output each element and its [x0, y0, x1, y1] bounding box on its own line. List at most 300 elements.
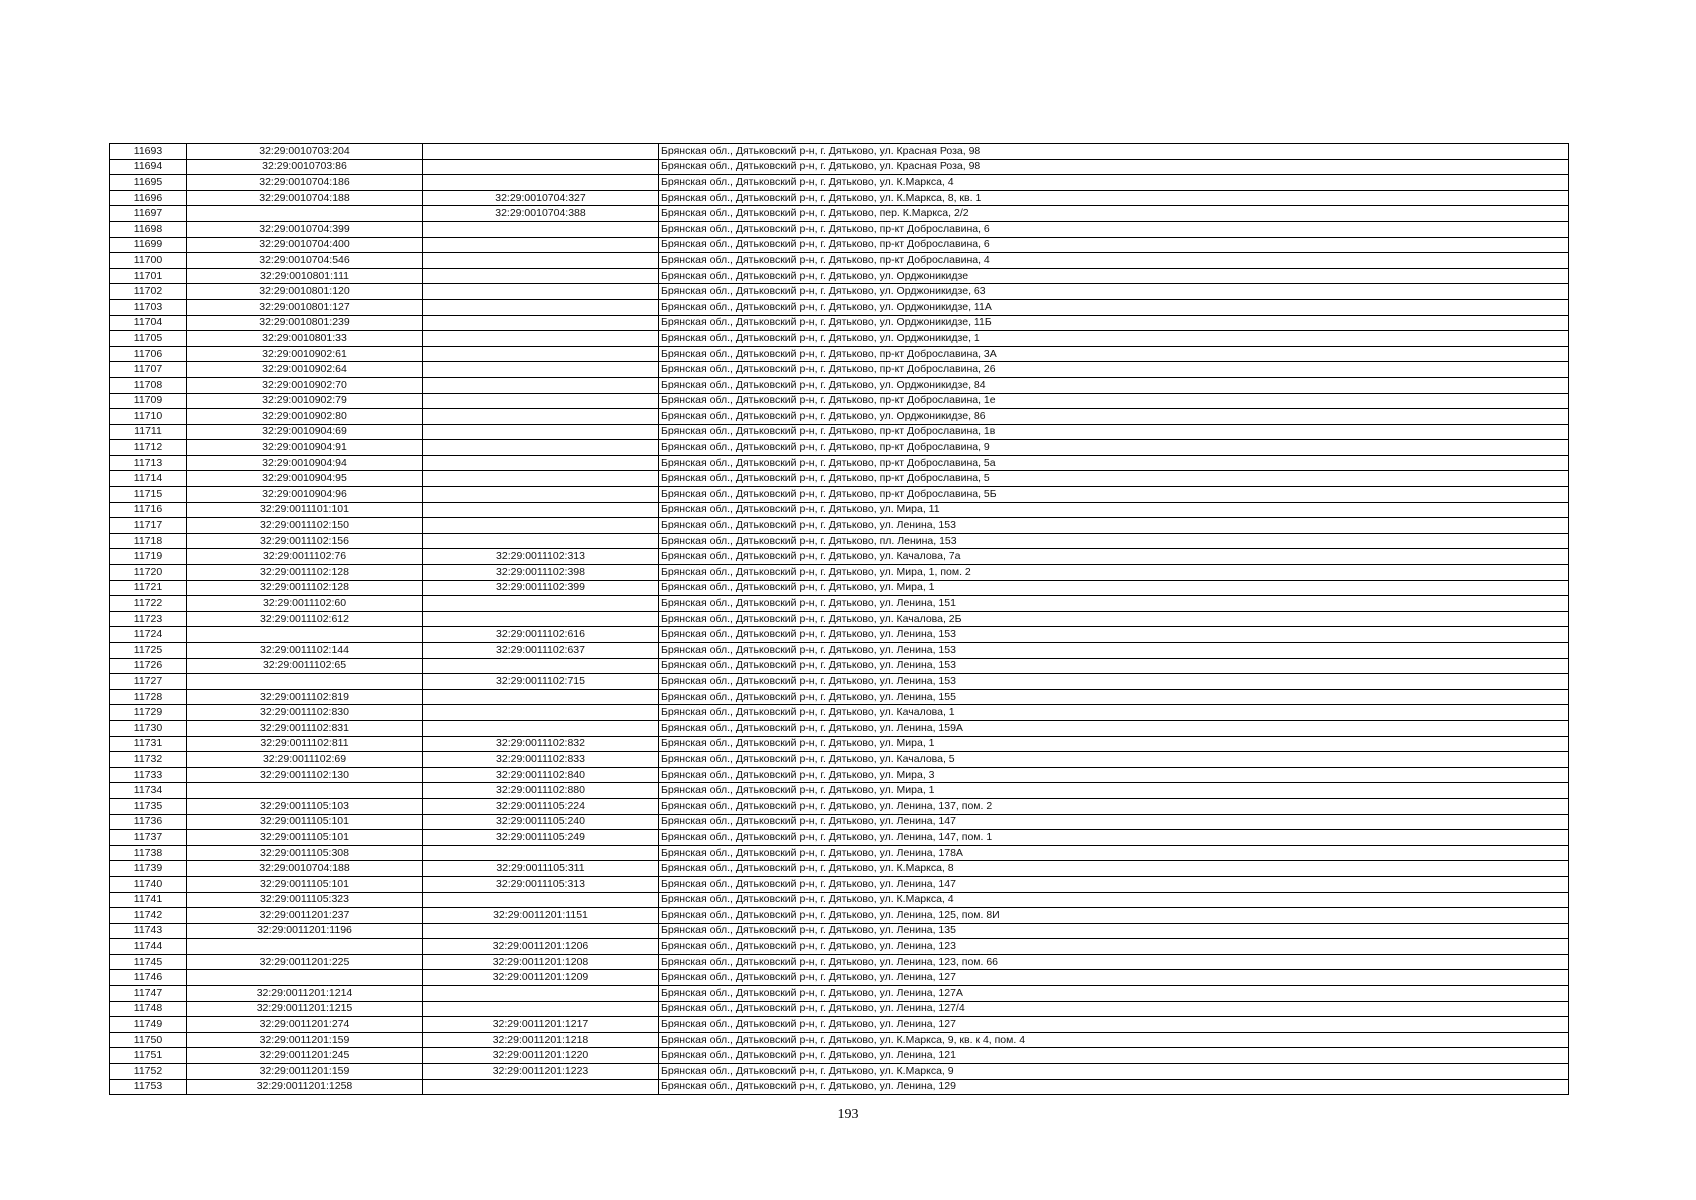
address-cell: Брянская обл., Дятьковский р-н, г. Дятьково, пр-кт Доброславина, 6	[659, 221, 1569, 237]
cadastral-number-cell: 32:29:0010704:186	[187, 175, 423, 191]
cadastral-number-cell: 32:29:0011105:323	[187, 892, 423, 908]
linked-cadastral-number-cell: 32:29:0011102:313	[423, 549, 659, 565]
address-cell: Брянская обл., Дятьковский р-н, г. Дятьково, ул. Мира, 1, пом. 2	[659, 565, 1569, 581]
table-row	[110, 237, 1569, 253]
cadastral-number-cell: 32:29:0011201:159	[187, 1064, 423, 1080]
row-number-cell: 11721	[110, 580, 187, 596]
row-number-cell: 11732	[110, 752, 187, 768]
table-row	[110, 580, 1569, 596]
table-row	[110, 518, 1569, 534]
table-row	[110, 705, 1569, 721]
cadastral-number-cell	[187, 939, 423, 955]
row-number-cell: 11729	[110, 705, 187, 721]
cadastral-number-cell: 32:29:0011201:274	[187, 1017, 423, 1033]
table-row	[110, 533, 1569, 549]
address-cell: Брянская обл., Дятьковский р-н, г. Дятьково, ул. Ленина, 125, пом. 8И	[659, 908, 1569, 924]
cadastral-number-cell: 32:29:0011102:128	[187, 565, 423, 581]
cadastral-number-cell: 32:29:0010902:79	[187, 393, 423, 409]
row-number-cell: 11741	[110, 892, 187, 908]
address-cell: Брянская обл., Дятьковский р-н, г. Дятьково, пр-кт Доброславина, 1е	[659, 393, 1569, 409]
row-number-cell: 11722	[110, 596, 187, 612]
linked-cadastral-number-cell	[423, 331, 659, 347]
row-number-cell: 11742	[110, 908, 187, 924]
address-cell: Брянская обл., Дятьковский р-н, г. Дятьково, ул. Ленина, 153	[659, 643, 1569, 659]
table-row	[110, 455, 1569, 471]
linked-cadastral-number-cell: 32:29:0011105:240	[423, 814, 659, 830]
address-cell: Брянская обл., Дятьковский р-н, г. Дятьково, ул. Качалова, 2Б	[659, 611, 1569, 627]
address-cell: Брянская обл., Дятьковский р-н, г. Дятьково, ул. Ленина, 127/4	[659, 1001, 1569, 1017]
linked-cadastral-number-cell	[423, 159, 659, 175]
linked-cadastral-number-cell	[423, 393, 659, 409]
address-cell: Брянская обл., Дятьковский р-н, г. Дятьково, пр-кт Доброславина, 5а	[659, 455, 1569, 471]
row-number-cell: 11709	[110, 393, 187, 409]
table-row	[110, 923, 1569, 939]
row-number-cell: 11749	[110, 1017, 187, 1033]
table-row	[110, 175, 1569, 191]
linked-cadastral-number-cell	[423, 221, 659, 237]
table-row	[110, 783, 1569, 799]
table-row	[110, 565, 1569, 581]
cadastral-number-cell	[187, 970, 423, 986]
linked-cadastral-number-cell: 32:29:0011201:1206	[423, 939, 659, 955]
linked-cadastral-number-cell	[423, 268, 659, 284]
cadastral-number-cell	[187, 627, 423, 643]
row-number-cell: 11724	[110, 627, 187, 643]
linked-cadastral-number-cell: 32:29:0011102:399	[423, 580, 659, 596]
linked-cadastral-number-cell: 32:29:0011201:1151	[423, 908, 659, 924]
cadastral-number-cell: 32:29:0011201:237	[187, 908, 423, 924]
table-row	[110, 409, 1569, 425]
row-number-cell: 11716	[110, 502, 187, 518]
cadastral-number-cell: 32:29:0011101:101	[187, 502, 423, 518]
row-number-cell: 11740	[110, 876, 187, 892]
table-row	[110, 159, 1569, 175]
row-number-cell: 11743	[110, 923, 187, 939]
cadastral-number-cell: 32:29:0011102:150	[187, 518, 423, 534]
cadastral-number-cell: 32:29:0010904:94	[187, 455, 423, 471]
table-row	[110, 830, 1569, 846]
cadastral-number-cell: 32:29:0010801:120	[187, 284, 423, 300]
row-number-cell: 11738	[110, 845, 187, 861]
row-number-cell: 11702	[110, 284, 187, 300]
row-number-cell: 11698	[110, 221, 187, 237]
cadastral-number-cell: 32:29:0011105:101	[187, 814, 423, 830]
table-row	[110, 798, 1569, 814]
linked-cadastral-number-cell	[423, 346, 659, 362]
linked-cadastral-number-cell: 32:29:0011201:1217	[423, 1017, 659, 1033]
row-number-cell: 11736	[110, 814, 187, 830]
linked-cadastral-number-cell: 32:29:0011102:840	[423, 767, 659, 783]
row-number-cell: 11705	[110, 331, 187, 347]
address-cell: Брянская обл., Дятьковский р-н, г. Дятьково, ул. Ленина, 121	[659, 1048, 1569, 1064]
cadastral-number-cell: 32:29:0011102:130	[187, 767, 423, 783]
address-cell: Брянская обл., Дятьковский р-н, г. Дятьково, пр-кт Доброславина, 1в	[659, 424, 1569, 440]
address-cell: Брянская обл., Дятьковский р-н, г. Дятьково, ул. Красная Роза, 98	[659, 159, 1569, 175]
address-cell: Брянская обл., Дятьковский р-н, г. Дятьково, ул. Ленина, 153	[659, 674, 1569, 690]
address-cell: Брянская обл., Дятьковский р-н, г. Дятьково, пр-кт Доброславина, 5	[659, 471, 1569, 487]
cadastral-number-cell: 32:29:0011102:69	[187, 752, 423, 768]
address-cell: Брянская обл., Дятьковский р-н, г. Дятьково, ул. Орджоникидзе, 11А	[659, 299, 1569, 315]
row-number-cell: 11730	[110, 720, 187, 736]
cadastral-number-cell: 32:29:0010902:61	[187, 346, 423, 362]
table-row	[110, 674, 1569, 690]
row-number-cell: 11711	[110, 424, 187, 440]
linked-cadastral-number-cell: 32:29:0011102:616	[423, 627, 659, 643]
address-cell: Брянская обл., Дятьковский р-н, г. Дятьково, ул. К.Маркса, 4	[659, 892, 1569, 908]
linked-cadastral-number-cell	[423, 455, 659, 471]
table-row	[110, 1017, 1569, 1033]
address-cell: Брянская обл., Дятьковский р-н, г. Дятьково, ул. К.Маркса, 8	[659, 861, 1569, 877]
table-row	[110, 331, 1569, 347]
address-cell: Брянская обл., Дятьковский р-н, г. Дятьково, ул. Ленина, 178А	[659, 845, 1569, 861]
address-cell: Брянская обл., Дятьковский р-н, г. Дятьково, ул. К.Маркса, 9, кв. к 4, пом. 4	[659, 1032, 1569, 1048]
address-cell: Брянская обл., Дятьковский р-н, г. Дятьково, ул. Ленина, 127	[659, 1017, 1569, 1033]
cadastral-number-cell	[187, 674, 423, 690]
table-row	[110, 892, 1569, 908]
address-cell: Брянская обл., Дятьковский р-н, г. Дятьково, ул. К.Маркса, 8, кв. 1	[659, 190, 1569, 206]
linked-cadastral-number-cell	[423, 518, 659, 534]
linked-cadastral-number-cell: 32:29:0011102:715	[423, 674, 659, 690]
address-cell: Брянская обл., Дятьковский р-н, г. Дятьково, ул. К.Маркса, 9	[659, 1064, 1569, 1080]
table-row	[110, 424, 1569, 440]
cadastral-number-cell: 32:29:0011201:1214	[187, 986, 423, 1002]
address-cell: Брянская обл., Дятьковский р-н, г. Дятьково, ул. Ленина, 155	[659, 689, 1569, 705]
address-cell: Брянская обл., Дятьковский р-н, г. Дятьково, ул. Качалова, 7а	[659, 549, 1569, 565]
cadastral-number-cell: 32:29:0010801:239	[187, 315, 423, 331]
row-number-cell: 11737	[110, 830, 187, 846]
linked-cadastral-number-cell	[423, 299, 659, 315]
table-row	[110, 861, 1569, 877]
table-row	[110, 1032, 1569, 1048]
table-row	[110, 720, 1569, 736]
address-cell: Брянская обл., Дятьковский р-н, г. Дятьково, ул. Орджоникидзе, 11Б	[659, 315, 1569, 331]
address-cell: Брянская обл., Дятьковский р-н, г. Дятьково, ул. Ленина, 147	[659, 876, 1569, 892]
cadastral-number-cell: 32:29:0010801:127	[187, 299, 423, 315]
row-number-cell: 11696	[110, 190, 187, 206]
cadastral-number-cell: 32:29:0011105:308	[187, 845, 423, 861]
cadastral-number-cell: 32:29:0010704:188	[187, 861, 423, 877]
table-row	[110, 362, 1569, 378]
row-number-cell: 11720	[110, 565, 187, 581]
table-row	[110, 970, 1569, 986]
cadastral-number-cell: 32:29:0010904:96	[187, 487, 423, 503]
table-row	[110, 206, 1569, 222]
address-cell: Брянская обл., Дятьковский р-н, г. Дятьково, ул. Орджоникидзе, 63	[659, 284, 1569, 300]
address-cell: Брянская обл., Дятьковский р-н, г. Дятьково, пр-кт Доброславина, 4	[659, 253, 1569, 269]
table-row	[110, 658, 1569, 674]
table-row	[110, 190, 1569, 206]
cadastral-number-cell: 32:29:0010704:188	[187, 190, 423, 206]
table-row	[110, 767, 1569, 783]
row-number-cell: 11717	[110, 518, 187, 534]
row-number-cell: 11712	[110, 440, 187, 456]
row-number-cell: 11746	[110, 970, 187, 986]
table-row	[110, 1001, 1569, 1017]
linked-cadastral-number-cell: 32:29:0011201:1208	[423, 954, 659, 970]
linked-cadastral-number-cell	[423, 596, 659, 612]
cadastral-number-cell: 32:29:0010902:70	[187, 377, 423, 393]
cadastral-number-cell: 32:29:0011102:128	[187, 580, 423, 596]
table-row	[110, 253, 1569, 269]
table-row	[110, 502, 1569, 518]
address-cell: Брянская обл., Дятьковский р-н, г. Дятьково, ул. Мира, 3	[659, 767, 1569, 783]
table-row	[110, 908, 1569, 924]
table-row	[110, 643, 1569, 659]
cadastral-number-cell: 32:29:0010902:64	[187, 362, 423, 378]
row-number-cell: 11725	[110, 643, 187, 659]
table-row	[110, 1079, 1569, 1095]
row-number-cell: 11706	[110, 346, 187, 362]
table-row	[110, 752, 1569, 768]
cadastral-number-cell	[187, 206, 423, 222]
row-number-cell: 11700	[110, 253, 187, 269]
row-number-cell: 11707	[110, 362, 187, 378]
table-row	[110, 315, 1569, 331]
linked-cadastral-number-cell	[423, 424, 659, 440]
page-number: 193	[837, 1107, 859, 1122]
table-row	[110, 346, 1569, 362]
linked-cadastral-number-cell: 32:29:0011105:249	[423, 830, 659, 846]
row-number-cell: 11715	[110, 487, 187, 503]
address-cell: Брянская обл., Дятьковский р-н, г. Дятьково, ул. К.Маркса, 4	[659, 175, 1569, 191]
linked-cadastral-number-cell: 32:29:0011105:224	[423, 798, 659, 814]
linked-cadastral-number-cell	[423, 502, 659, 518]
cadastral-number-cell: 32:29:0011102:811	[187, 736, 423, 752]
row-number-cell: 11735	[110, 798, 187, 814]
table-row	[110, 954, 1569, 970]
row-number-cell: 11747	[110, 986, 187, 1002]
cadastral-number-cell: 32:29:0011102:144	[187, 643, 423, 659]
cadastral-number-cell: 32:29:0011102:65	[187, 658, 423, 674]
address-cell: Брянская обл., Дятьковский р-н, г. Дятьково, ул. Ленина, 147	[659, 814, 1569, 830]
row-number-cell: 11695	[110, 175, 187, 191]
row-number-cell: 11753	[110, 1079, 187, 1095]
row-number-cell: 11719	[110, 549, 187, 565]
linked-cadastral-number-cell	[423, 253, 659, 269]
linked-cadastral-number-cell: 32:29:0011201:1209	[423, 970, 659, 986]
address-cell: Брянская обл., Дятьковский р-н, г. Дятьково, ул. Ленина, 153	[659, 518, 1569, 534]
table-row	[110, 1064, 1569, 1080]
table-row	[110, 1048, 1569, 1064]
cadastral-number-cell: 32:29:0011102:831	[187, 720, 423, 736]
cadastral-number-cell: 32:29:0011201:225	[187, 954, 423, 970]
linked-cadastral-number-cell: 32:29:0011102:398	[423, 565, 659, 581]
linked-cadastral-number-cell	[423, 986, 659, 1002]
linked-cadastral-number-cell	[423, 1079, 659, 1095]
linked-cadastral-number-cell: 32:29:0011102:637	[423, 643, 659, 659]
row-number-cell: 11708	[110, 377, 187, 393]
linked-cadastral-number-cell	[423, 377, 659, 393]
row-number-cell: 11697	[110, 206, 187, 222]
linked-cadastral-number-cell	[423, 409, 659, 425]
linked-cadastral-number-cell: 32:29:0011102:832	[423, 736, 659, 752]
address-cell: Брянская обл., Дятьковский р-н, г. Дятьково, ул. Ленина, 129	[659, 1079, 1569, 1095]
row-number-cell: 11745	[110, 954, 187, 970]
linked-cadastral-number-cell	[423, 175, 659, 191]
address-cell: Брянская обл., Дятьковский р-н, г. Дятьково, ул. Мира, 1	[659, 580, 1569, 596]
row-number-cell: 11731	[110, 736, 187, 752]
row-number-cell: 11744	[110, 939, 187, 955]
table-row	[110, 393, 1569, 409]
table-row	[110, 689, 1569, 705]
cadastral-number-cell: 32:29:0010801:111	[187, 268, 423, 284]
linked-cadastral-number-cell	[423, 471, 659, 487]
cadastral-number-cell: 32:29:0011102:830	[187, 705, 423, 721]
address-cell: Брянская обл., Дятьковский р-н, г. Дятьково, ул. Ленина, 153	[659, 658, 1569, 674]
address-cell: Брянская обл., Дятьковский р-н, г. Дятьково, ул. Качалова, 1	[659, 705, 1569, 721]
cadastral-number-cell: 32:29:0011102:76	[187, 549, 423, 565]
table-row	[110, 611, 1569, 627]
address-cell: Брянская обл., Дятьковский р-н, г. Дятьково, ул. Мира, 1	[659, 736, 1569, 752]
linked-cadastral-number-cell: 32:29:0011201:1223	[423, 1064, 659, 1080]
address-cell: Брянская обл., Дятьковский р-н, г. Дятьково, ул. Орджоникидзе, 1	[659, 331, 1569, 347]
cadastral-number-cell: 32:29:0010902:80	[187, 409, 423, 425]
address-cell: Брянская обл., Дятьковский р-н, г. Дятьково, ул. Мира, 11	[659, 502, 1569, 518]
address-cell: Брянская обл., Дятьковский р-н, г. Дятьково, ул. Ленина, 123, пом. 66	[659, 954, 1569, 970]
address-cell: Брянская обл., Дятьковский р-н, г. Дятьково, ул. Красная Роза, 98	[659, 144, 1569, 160]
linked-cadastral-number-cell	[423, 440, 659, 456]
row-number-cell: 11703	[110, 299, 187, 315]
cadastral-number-cell: 32:29:0011201:159	[187, 1032, 423, 1048]
table-row	[110, 876, 1569, 892]
linked-cadastral-number-cell	[423, 284, 659, 300]
address-cell: Брянская обл., Дятьковский р-н, г. Дятьково, ул. Орджоникидзе	[659, 268, 1569, 284]
address-cell: Брянская обл., Дятьковский р-н, г. Дятьково, пр-кт Доброславина, 9	[659, 440, 1569, 456]
row-number-cell: 11727	[110, 674, 187, 690]
address-cell: Брянская обл., Дятьковский р-н, г. Дятьково, пр-кт Доброславина, 6	[659, 237, 1569, 253]
address-cell: Брянская обл., Дятьковский р-н, г. Дятьково, ул. Ленина, 127	[659, 970, 1569, 986]
cadastral-number-cell: 32:29:0011201:245	[187, 1048, 423, 1064]
row-number-cell: 11734	[110, 783, 187, 799]
linked-cadastral-number-cell: 32:29:0011201:1218	[423, 1032, 659, 1048]
linked-cadastral-number-cell	[423, 144, 659, 160]
address-cell: Брянская обл., Дятьковский р-н, г. Дятьково, ул. Орджоникидзе, 86	[659, 409, 1569, 425]
table-row	[110, 986, 1569, 1002]
table-row	[110, 377, 1569, 393]
row-number-cell: 11750	[110, 1032, 187, 1048]
address-cell: Брянская обл., Дятьковский р-н, г. Дятьково, пер. К.Маркса, 2/2	[659, 206, 1569, 222]
linked-cadastral-number-cell	[423, 720, 659, 736]
row-number-cell: 11751	[110, 1048, 187, 1064]
cadastral-number-cell: 32:29:0011102:156	[187, 533, 423, 549]
linked-cadastral-number-cell	[423, 689, 659, 705]
linked-cadastral-number-cell	[423, 923, 659, 939]
linked-cadastral-number-cell: 32:29:0011102:833	[423, 752, 659, 768]
address-cell: Брянская обл., Дятьковский р-н, г. Дятьково, ул. Мира, 1	[659, 783, 1569, 799]
linked-cadastral-number-cell	[423, 315, 659, 331]
table-row	[110, 736, 1569, 752]
linked-cadastral-number-cell: 32:29:0011201:1220	[423, 1048, 659, 1064]
cadastral-number-cell: 32:29:0011201:1258	[187, 1079, 423, 1095]
linked-cadastral-number-cell	[423, 362, 659, 378]
linked-cadastral-number-cell	[423, 237, 659, 253]
address-cell: Брянская обл., Дятьковский р-н, г. Дятьково, пр-кт Доброславина, 26	[659, 362, 1569, 378]
table-row	[110, 221, 1569, 237]
address-cell: Брянская обл., Дятьковский р-н, г. Дятьково, пр-кт Доброславина, 5Б	[659, 487, 1569, 503]
table-row	[110, 471, 1569, 487]
cadastral-number-cell: 32:29:0010704:399	[187, 221, 423, 237]
table-row	[110, 299, 1569, 315]
linked-cadastral-number-cell: 32:29:0010704:327	[423, 190, 659, 206]
cadastral-number-cell: 32:29:0011102:612	[187, 611, 423, 627]
row-number-cell: 11704	[110, 315, 187, 331]
cadastral-number-cell: 32:29:0010801:33	[187, 331, 423, 347]
row-number-cell: 11726	[110, 658, 187, 674]
row-number-cell: 11723	[110, 611, 187, 627]
cadastral-number-cell: 32:29:0011102:819	[187, 689, 423, 705]
table-row	[110, 440, 1569, 456]
row-number-cell: 11713	[110, 455, 187, 471]
cadastral-number-cell: 32:29:0010704:546	[187, 253, 423, 269]
cadastral-number-cell: 32:29:0010703:204	[187, 144, 423, 160]
linked-cadastral-number-cell: 32:29:0011102:880	[423, 783, 659, 799]
cadastral-number-cell: 32:29:0011102:60	[187, 596, 423, 612]
row-number-cell: 11752	[110, 1064, 187, 1080]
table-body	[110, 144, 1569, 1095]
address-cell: Брянская обл., Дятьковский р-н, г. Дятьково, ул. Ленина, 151	[659, 596, 1569, 612]
address-cell: Брянская обл., Дятьковский р-н, г. Дятьково, пл. Ленина, 153	[659, 533, 1569, 549]
row-number-cell: 11701	[110, 268, 187, 284]
linked-cadastral-number-cell	[423, 611, 659, 627]
cadastral-number-cell: 32:29:0010904:91	[187, 440, 423, 456]
cadastral-number-cell: 32:29:0011201:1215	[187, 1001, 423, 1017]
address-cell: Брянская обл., Дятьковский р-н, г. Дятьково, ул. Ленина, 135	[659, 923, 1569, 939]
linked-cadastral-number-cell	[423, 892, 659, 908]
table-row	[110, 284, 1569, 300]
cadastral-number-cell: 32:29:0010704:400	[187, 237, 423, 253]
row-number-cell: 11718	[110, 533, 187, 549]
row-number-cell: 11739	[110, 861, 187, 877]
table-row	[110, 845, 1569, 861]
linked-cadastral-number-cell: 32:29:0011105:311	[423, 861, 659, 877]
row-number-cell: 11748	[110, 1001, 187, 1017]
table-row	[110, 549, 1569, 565]
cadastral-number-cell: 32:29:0011105:101	[187, 830, 423, 846]
linked-cadastral-number-cell	[423, 705, 659, 721]
linked-cadastral-number-cell	[423, 658, 659, 674]
cadastral-number-cell: 32:29:0011201:1196	[187, 923, 423, 939]
address-cell: Брянская обл., Дятьковский р-н, г. Дятьково, ул. Ленина, 147, пом. 1	[659, 830, 1569, 846]
row-number-cell: 11733	[110, 767, 187, 783]
address-cell: Брянская обл., Дятьковский р-н, г. Дятьково, ул. Качалова, 5	[659, 752, 1569, 768]
cadastral-number-cell: 32:29:0011105:101	[187, 876, 423, 892]
address-cell: Брянская обл., Дятьковский р-н, г. Дятьково, пр-кт Доброславина, 3А	[659, 346, 1569, 362]
table-row	[110, 814, 1569, 830]
cadastral-number-cell: 32:29:0010904:95	[187, 471, 423, 487]
row-number-cell: 11694	[110, 159, 187, 175]
table-row	[110, 268, 1569, 284]
address-cell: Брянская обл., Дятьковский р-н, г. Дятьково, ул. Ленина, 153	[659, 627, 1569, 643]
table-row	[110, 144, 1569, 160]
cadastral-table	[109, 143, 1569, 1095]
linked-cadastral-number-cell	[423, 533, 659, 549]
address-cell: Брянская обл., Дятьковский р-н, г. Дятьково, ул. Ленина, 127А	[659, 986, 1569, 1002]
address-cell: Брянская обл., Дятьковский р-н, г. Дятьково, ул. Орджоникидзе, 84	[659, 377, 1569, 393]
cadastral-number-cell: 32:29:0011105:103	[187, 798, 423, 814]
address-cell: Брянская обл., Дятьковский р-н, г. Дятьково, ул. Ленина, 137, пом. 2	[659, 798, 1569, 814]
row-number-cell: 11728	[110, 689, 187, 705]
row-number-cell: 11699	[110, 237, 187, 253]
cadastral-number-cell: 32:29:0010703:86	[187, 159, 423, 175]
address-cell: Брянская обл., Дятьковский р-н, г. Дятьково, ул. Ленина, 123	[659, 939, 1569, 955]
table-row	[110, 596, 1569, 612]
row-number-cell: 11710	[110, 409, 187, 425]
linked-cadastral-number-cell	[423, 845, 659, 861]
row-number-cell: 11714	[110, 471, 187, 487]
table-row	[110, 939, 1569, 955]
row-number-cell: 11693	[110, 144, 187, 160]
table-row	[110, 627, 1569, 643]
